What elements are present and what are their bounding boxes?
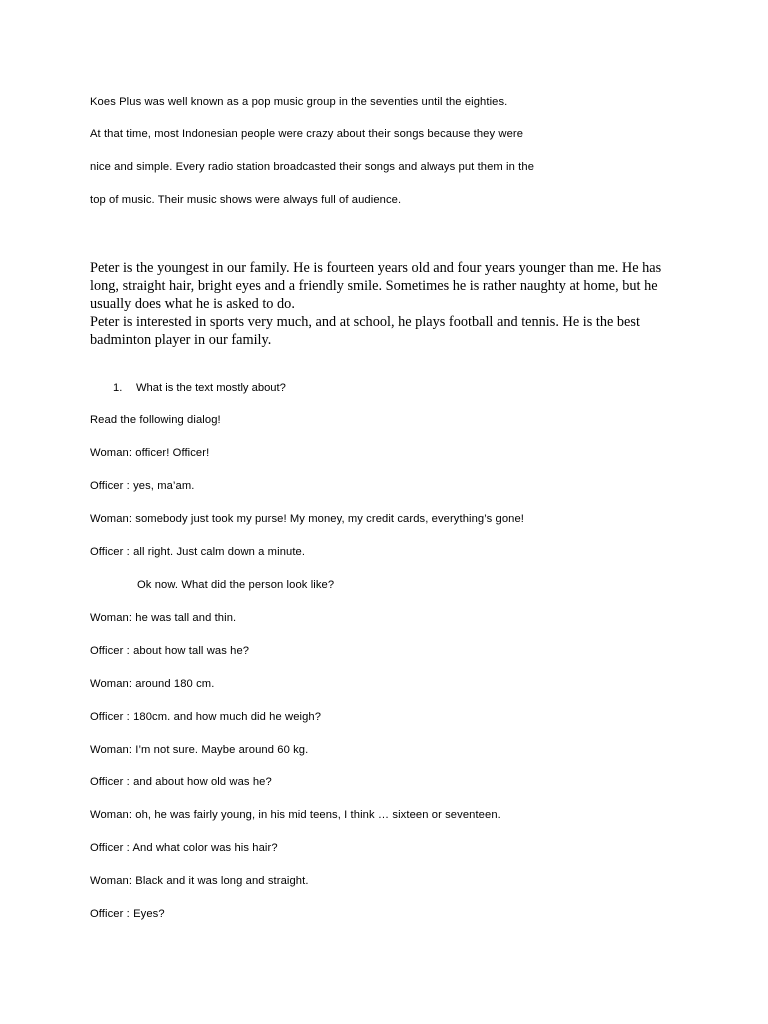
dialog-line: Officer : and about how old was he? [90,776,272,788]
intro-line-3: nice and simple. Every radio station broadcasted their songs and always put them in the [90,161,535,173]
dialog-line: Ok now. What did the person look like? [137,579,335,591]
dialog-line: Woman: I’m not sure. Maybe around 60 kg. [90,744,309,756]
dialog-line: Officer : And what color was his hair? [90,842,278,854]
dialog-line: Officer : all right. Just calm down a minute. [90,546,306,558]
dialog-line: Woman: oh, he was fairly young, in his mid teens, I think … sixteen or seventeen. [90,809,501,821]
peter-paragraph-2: Peter is interested in sports very much, and at school, he plays football and tennis. He is the best badminton player in our family. [90,314,640,348]
intro-line-1: Koes Plus was well known as a pop music group in the seventies until the eighties. [90,96,508,108]
dialog-line: Woman: around 180 cm. [90,678,215,690]
question-text: What is the text mostly about? [136,382,286,394]
dialog-instruction: Read the following dialog! [90,414,221,426]
dialog-line: Officer : Eyes? [90,908,165,920]
peter-paragraph-1: Peter is the youngest in our family. He is fourteen years old and four years younger than me. He has long, straight hair, bright eyes and a friendly smile. Sometimes he is rather naughty at home, but he usually does what he is asked to do. [90,260,662,312]
question-1 [113,382,286,394]
dialog-line: Officer : about how tall was he? [90,645,250,657]
peter-text-block [90,259,682,349]
dialog-line: Woman: he was tall and thin. [90,612,237,624]
intro-line-2: At that time, most Indonesian people were crazy about their songs because they were [90,128,524,140]
dialog-line: Officer : yes, ma’am. [90,480,195,492]
dialog-line: Officer : 180cm. and how much did he weigh? [90,711,322,723]
dialog-line: Woman: somebody just took my purse! My money, my credit cards, everything’s gone! [90,513,525,525]
question-number: 1. [113,382,123,394]
dialog-line: Woman: Black and it was long and straight. [90,875,309,887]
intro-line-4: top of music. Their music shows were always full of audience. [90,194,402,206]
dialog-line: Woman: officer! Officer! [90,447,210,459]
